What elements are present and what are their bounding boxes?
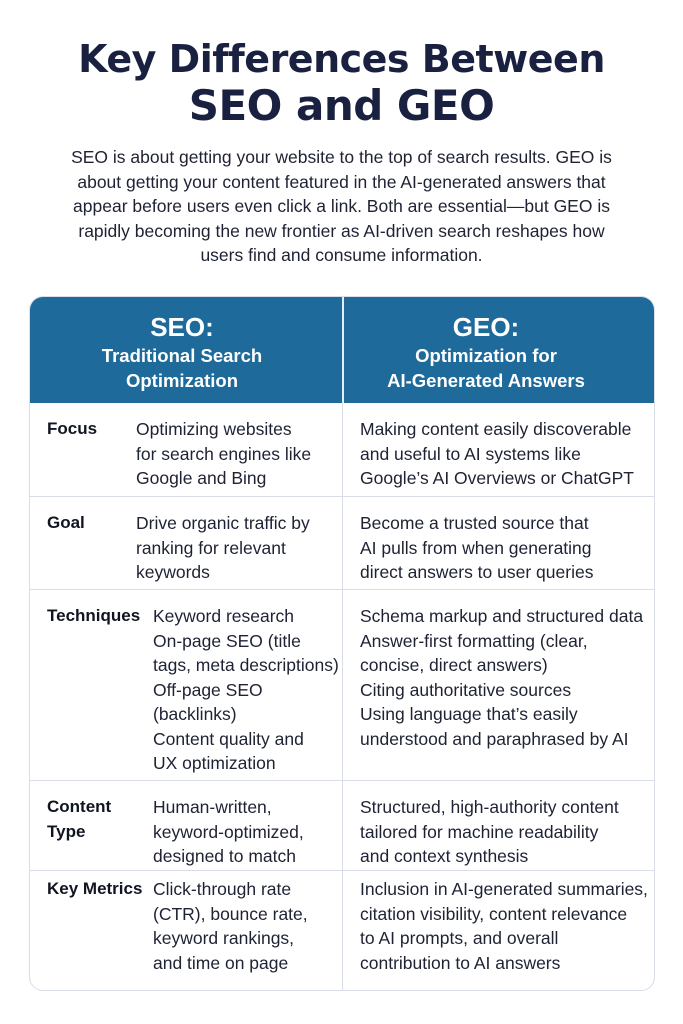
geo-cell xyxy=(360,417,634,491)
cell-line: UX optimization xyxy=(153,753,276,773)
geo-cell xyxy=(360,511,593,585)
cell-line: and context synthesis xyxy=(360,846,529,866)
cell-line: keywords xyxy=(136,562,210,582)
seo-cell xyxy=(136,417,311,491)
row-label-text: Goal xyxy=(47,513,85,532)
header-divider xyxy=(342,297,344,403)
cell-line: Human-written, xyxy=(153,797,272,817)
row-label-text: Techniques xyxy=(47,606,141,625)
intro-paragraph xyxy=(40,145,643,268)
page-title-line-1: Key Differences Between xyxy=(78,37,605,81)
cell-line: (backlinks) xyxy=(153,704,237,724)
cell-line: tailored for machine readability xyxy=(360,821,599,842)
row-label-text: Content xyxy=(47,797,112,816)
table-row-key-metrics xyxy=(30,871,654,990)
cell-line: Keyword research xyxy=(153,606,295,626)
seo-column-header xyxy=(82,311,282,393)
table-row-goal xyxy=(30,497,654,590)
table-row-techniques xyxy=(30,590,654,781)
cell-line: keyword-optimized, xyxy=(153,821,304,842)
row-label xyxy=(47,795,111,844)
intro-line: rapidly becoming the new frontier as AI-driven search reshapes how xyxy=(78,220,605,241)
intro-line: appear before users even click a link. Both are essential—but GEO is xyxy=(73,196,610,216)
seo-cell xyxy=(136,511,310,585)
cell-line: Google’s AI Overviews or ChatGPT xyxy=(360,468,634,488)
geo-column-header xyxy=(352,311,620,393)
page-title xyxy=(0,36,683,130)
cell-line: On-page SEO (title xyxy=(153,630,301,651)
row-label xyxy=(47,877,142,902)
seo-header-subtitle-1: Traditional Search xyxy=(101,345,263,366)
seo-header-title: SEO: xyxy=(150,312,214,342)
cell-line: to AI prompts, and overall xyxy=(360,928,559,948)
row-label xyxy=(47,604,140,629)
cell-line: and useful to AI systems like xyxy=(360,443,581,464)
row-label-text: Focus xyxy=(47,419,98,438)
cell-line: concise, direct answers) xyxy=(360,655,548,675)
row-label-text: Type xyxy=(47,821,86,841)
row-label-text: Key Metrics xyxy=(47,879,143,898)
comparison-table xyxy=(29,296,655,991)
cell-line: Inclusion in AI-generated summaries, xyxy=(360,879,648,899)
seo-cell xyxy=(153,795,304,869)
cell-line: ranking for relevant xyxy=(136,537,286,558)
geo-cell xyxy=(360,604,643,751)
table-row-focus xyxy=(30,403,654,497)
cell-line: AI pulls from when generating xyxy=(360,537,592,558)
seo-cell xyxy=(153,604,339,776)
geo-cell xyxy=(360,877,648,975)
intro-line: users find and consume information. xyxy=(200,245,483,265)
cell-line: contribution to AI answers xyxy=(360,952,561,973)
intro-line: about getting your content featured in the AI-generated answers that xyxy=(77,171,606,192)
cell-line: Click-through rate xyxy=(153,879,292,899)
geo-header-subtitle-1: Optimization for xyxy=(415,345,557,366)
cell-line: Off-page SEO xyxy=(153,679,263,700)
cell-line: for search engines like xyxy=(136,443,312,464)
cell-line: Using language that’s easily xyxy=(360,704,578,724)
cell-line: Making content easily discoverable xyxy=(360,419,632,439)
cell-line: keyword rankings, xyxy=(153,928,295,948)
cell-line: direct answers to user queries xyxy=(360,562,594,582)
row-label xyxy=(47,417,97,442)
cell-line: designed to match xyxy=(153,846,297,866)
cell-line: understood and paraphrased by AI xyxy=(360,728,629,749)
geo-header-title: GEO: xyxy=(452,312,520,342)
seo-header-subtitle-2: Optimization xyxy=(125,370,239,391)
intro-line: SEO is about getting your website to the top of search results. GEO is xyxy=(71,147,612,167)
cell-line: Structured, high-authority content xyxy=(360,797,619,817)
cell-line: Citing authoritative sources xyxy=(360,679,572,700)
geo-cell xyxy=(360,795,619,869)
page-title-line-2: SEO and GEO xyxy=(188,81,495,130)
cell-line: Google and Bing xyxy=(136,468,267,488)
cell-line: Content quality and xyxy=(153,728,304,749)
cell-line: (CTR), bounce rate, xyxy=(153,903,308,924)
cell-line: citation visibility, content relevance xyxy=(360,903,628,924)
cell-line: Optimizing websites xyxy=(136,419,292,439)
table-header xyxy=(30,297,654,403)
cell-line: tags, meta descriptions) xyxy=(153,655,339,675)
seo-cell xyxy=(153,877,308,975)
geo-header-subtitle-2: AI-Generated Answers xyxy=(387,370,585,391)
cell-line: Schema markup and structured data xyxy=(360,606,644,626)
cell-line: Answer-first formatting (clear, xyxy=(360,630,588,651)
cell-line: and time on page xyxy=(153,952,289,973)
table-row-content-type xyxy=(30,781,654,871)
cell-line: Drive organic traffic by xyxy=(136,513,310,533)
row-label xyxy=(47,511,85,536)
cell-line: Become a trusted source that xyxy=(360,513,589,533)
